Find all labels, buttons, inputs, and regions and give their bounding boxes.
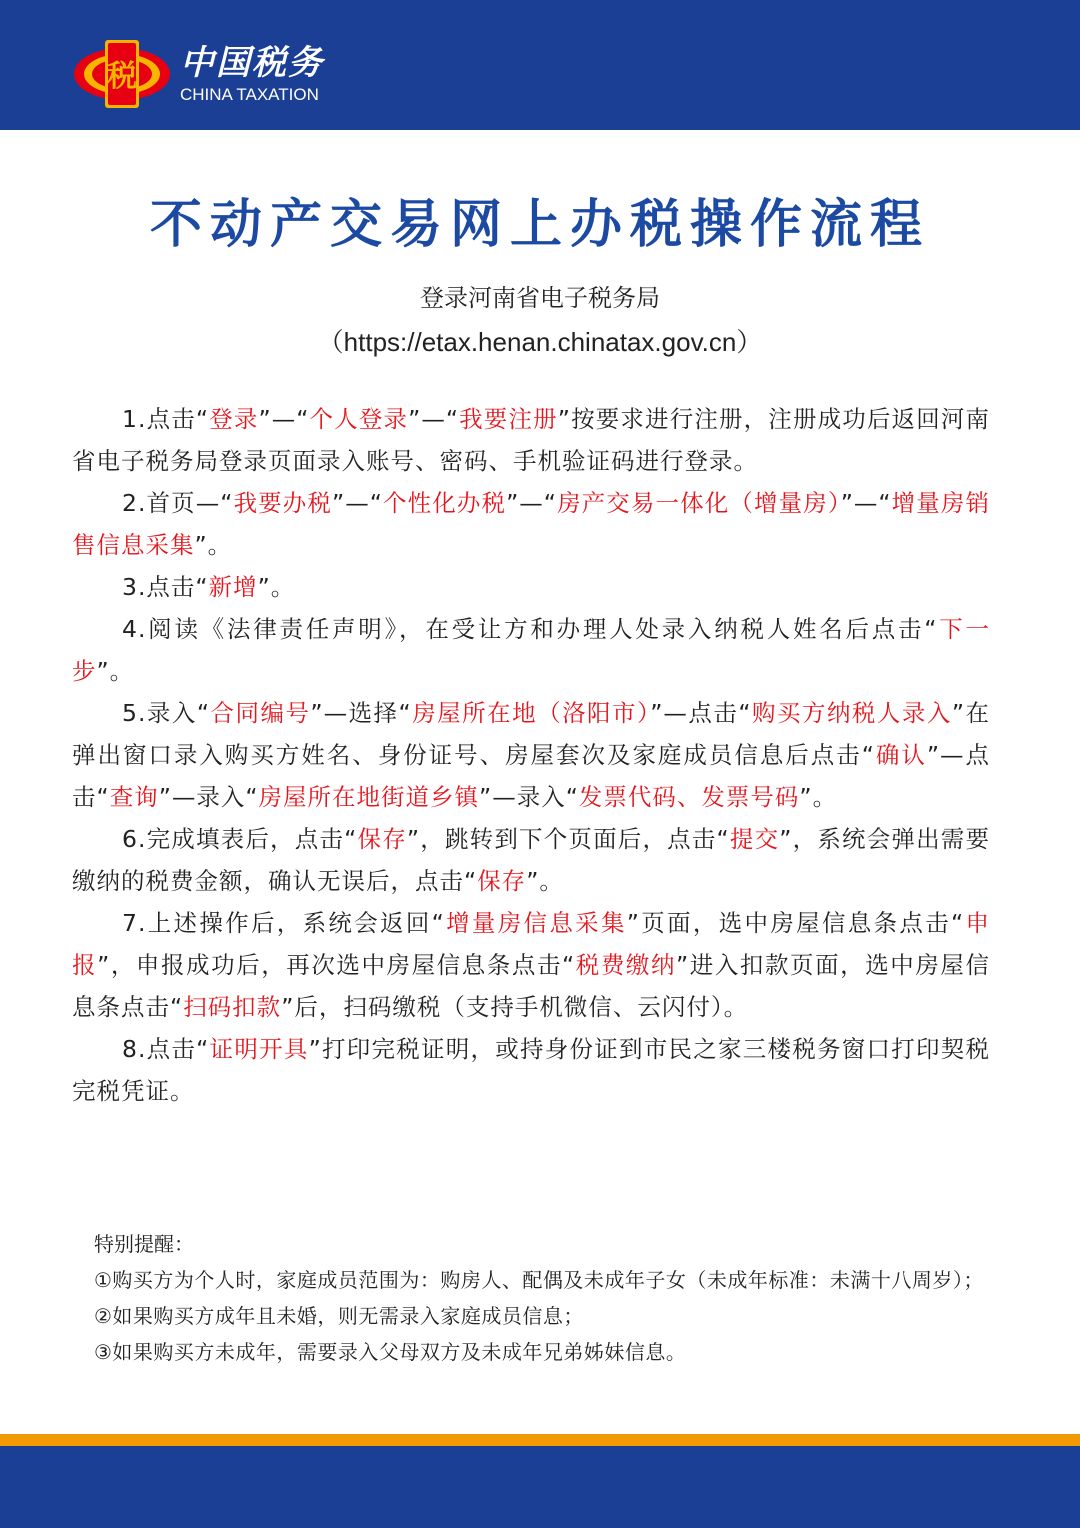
step-text: ”—选择“ (310, 699, 412, 727)
highlighted-term: 合同编号 (210, 699, 311, 727)
orange-divider (0, 1434, 1080, 1446)
highlighted-term: 税费缴纳 (575, 951, 677, 979)
highlighted-term: 房产交易一体化（增量房） (556, 489, 841, 517)
highlighted-term: 下一步 (72, 615, 990, 685)
highlighted-term: 个人登录 (309, 405, 409, 433)
step-text: ”进入扣款页面，选中房屋信息条点击“ (72, 951, 991, 1021)
step-text: 8.点击“ (122, 1035, 210, 1063)
step-text: ”—点击“ (650, 699, 752, 727)
tax-emblem-icon (72, 34, 172, 114)
step-text: ”—录入“ (158, 783, 259, 811)
step-text: ”，跳转到下个页面后，点击“ (406, 825, 730, 853)
highlighted-term: 房屋所在地（洛阳市） (411, 699, 651, 727)
step-text: ”打印完税证明，或持身份证到市民之家三楼税务窗口打印契税完税凭证。 (72, 1035, 990, 1105)
reminder-item-1: ①购买方为个人时，家庭成员范围为：购房人、配偶及未成年子女（未成年标准：未满十八周岁）； (94, 1268, 984, 1292)
step-text: ”。 (194, 531, 233, 559)
step-text: ”按要求进行注册，注册成功后返回河南省电子税务局登录页面录入账号、密码、手机验证码进行登录。 (72, 405, 991, 475)
highlighted-term: 我要注册 (459, 405, 558, 433)
logo-chinese-name: 中国税务 (180, 43, 324, 83)
step-1 (72, 398, 990, 482)
highlighted-term: 扫码扣款 (183, 993, 282, 1021)
step-text: 5.录入“ (122, 699, 211, 727)
reminder-item-3: ③如果购买方未成年，需要录入父母双方及未成年兄弟姊妹信息。 (94, 1340, 687, 1364)
step-7 (72, 902, 990, 1028)
step-text: ”—录入“ (479, 783, 579, 811)
step-8 (72, 1028, 990, 1112)
highlighted-term: 个性化办税 (382, 489, 507, 517)
step-text: ”—“ (258, 405, 310, 433)
highlighted-term: 保存 (357, 825, 407, 853)
steps-list (72, 398, 990, 1112)
step-3 (72, 566, 990, 608)
highlighted-term: 增量房信息采集 (444, 909, 627, 937)
step-text: ”。 (799, 783, 838, 811)
step-text: ”—“ (506, 489, 557, 517)
highlighted-term: 发票代码、发票号码 (578, 783, 800, 811)
step-text: ”。 (96, 657, 135, 685)
step-text: 1.点击“ (122, 405, 210, 433)
step-2 (72, 482, 990, 566)
step-text: ”后，扫码缴税（支持手机微信、云闪付）。 (281, 993, 749, 1021)
logo (72, 34, 324, 114)
reminder-title: 特别提醒： (94, 1232, 194, 1256)
highlighted-term: 登录 (209, 405, 259, 433)
highlighted-term: 保存 (477, 867, 527, 895)
highlighted-term: 我要办税 (233, 489, 333, 517)
step-text: 7.上述操作后，系统会返回“ (122, 909, 445, 937)
special-reminder (94, 1226, 990, 1370)
step-5 (72, 692, 990, 818)
highlighted-term: 申报 (72, 909, 990, 979)
step-text: ”。 (526, 867, 564, 895)
step-text: 2.首页—“ (122, 489, 234, 517)
step-text: ”，系统会弹出需要缴纳的税费金额，确认无误后，点击“ (72, 825, 990, 895)
page-subtitle: 登录河南省电子税务局 (420, 284, 660, 312)
step-6 (72, 818, 990, 902)
highlighted-term: 确认 (874, 741, 927, 769)
step-4 (72, 608, 990, 692)
logo-english-name: CHINA TAXATION (180, 85, 319, 104)
step-text: 6.完成填表后，点击“ (122, 825, 358, 853)
step-text: ”。 (257, 573, 296, 601)
step-text: ”，申报成功后，再次选中房屋信息条点击“ (97, 951, 576, 979)
step-text: ”页面，选中房屋信息条点击“ (626, 909, 965, 937)
footer-band (0, 1446, 1080, 1528)
step-text: 4.阅读《法律责任声明》，在受让方和办理人处录入纳税人姓名后点击“ (122, 615, 938, 643)
step-text: ”—点击“ (72, 741, 990, 811)
website-url: （https://etax.henan.chinatax.gov.cn） (317, 327, 763, 357)
highlighted-term: 增量房销售信息采集 (72, 489, 991, 559)
step-text: ”—“ (408, 405, 459, 433)
highlighted-term: 新增 (208, 573, 258, 601)
step-text: 3.点击“ (122, 573, 209, 601)
highlighted-term: 证明开具 (209, 1035, 309, 1063)
step-text: ”—“ (840, 489, 892, 517)
page-title: 不动产交易网上办税操作流程 (149, 195, 930, 255)
svg-text:税: 税 (107, 59, 137, 94)
reminder-item-2: ②如果购买方成年且未婚，则无需录入家庭成员信息； (94, 1304, 584, 1328)
highlighted-term: 查询 (109, 783, 159, 811)
highlighted-term: 提交 (729, 825, 780, 853)
step-text: ”在弹出窗口录入购买方姓名、身份证号、房屋套次及家庭成员信息后点击“ (72, 699, 990, 769)
highlighted-term: 购买方纳税人录入 (751, 699, 952, 727)
step-text: ”—“ (332, 489, 383, 517)
highlighted-term: 房屋所在地街道乡镇 (258, 783, 480, 811)
